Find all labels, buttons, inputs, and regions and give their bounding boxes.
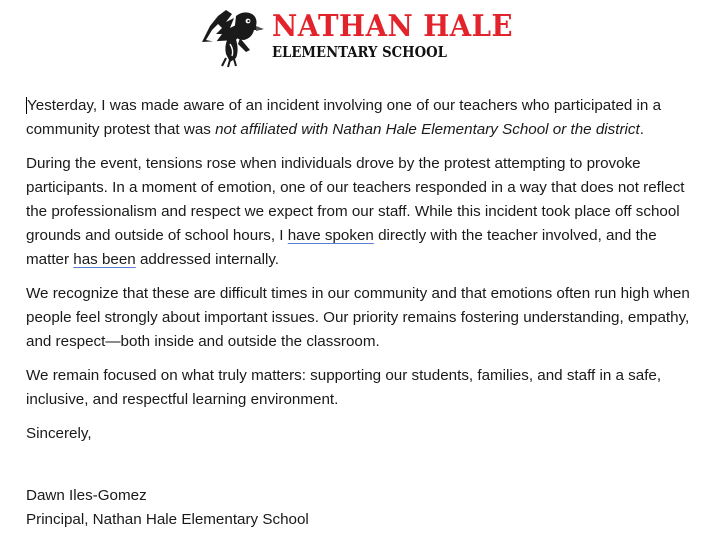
paragraph-1-text: esterday, I was made aware of an incident involving one of our teachers who participated in a community protest that was <box>26 97 662 138</box>
paragraph-1-end: . <box>639 121 644 138</box>
paragraph-3: We recognize that these are difficult times in our community and that emotions often run high when people feel strongly about important issues. Our priority remains fostering understanding, empathy, and respect—both inside and outside the classroom. <box>26 285 690 350</box>
paragraph-2-end: addressed internally. <box>135 251 280 268</box>
paragraph-1 <box>26 94 698 142</box>
letterhead <box>196 4 526 68</box>
grammar-flag-has-been[interactable]: has been <box>73 251 136 268</box>
paragraph-2 <box>26 152 698 272</box>
school-subtitle: ELEMENTARY SCHOOL <box>272 43 447 61</box>
text-cursor: Y <box>27 97 36 114</box>
paragraph-2-text-b: directly with the teacher involved, and the matter <box>26 227 657 268</box>
paragraph-4: We remain focused on what truly matters: supporting our students, families, and staff in a safe, inclusive, and respectful learning environment. <box>26 367 662 408</box>
grammar-flag-have-spoken[interactable]: have spoken <box>287 227 374 244</box>
signature-title: Principal, Nathan Hale Elementary School <box>26 511 309 528</box>
closing: Sincerely, <box>26 425 92 442</box>
school-name: NATHAN HALE <box>272 9 513 44</box>
paragraph-1-emphasis: not affiliated with Nathan Hale Elementary School or the district <box>215 121 640 138</box>
paragraph-2-text-a: During the event, tensions rose when individuals drove by the protest attempting to provoke participants. In a moment of emotion, one of our teachers responded in a way that does not reflect the professionalism and respect we expect from our staff. While this incident took place off school grounds and outside of school hours, I <box>26 155 685 244</box>
signature-block <box>26 484 309 532</box>
signature-name: Dawn Iles-Gomez <box>26 487 147 504</box>
hawk-mascot-icon <box>196 4 268 68</box>
letter-body[interactable] <box>26 94 698 456</box>
